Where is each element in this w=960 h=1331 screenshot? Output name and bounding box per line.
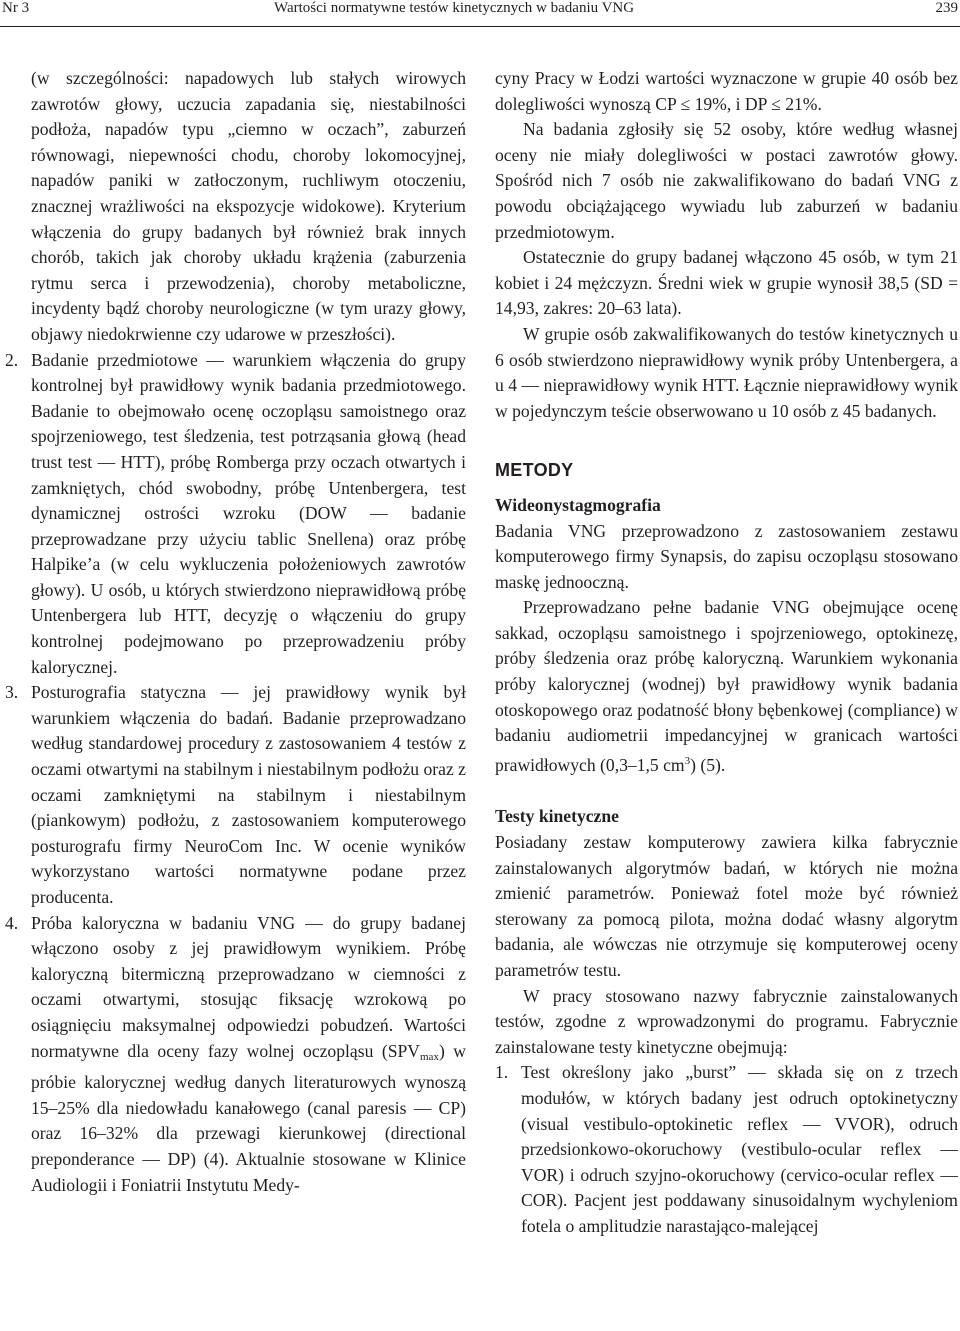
list-item-text-part: ) w próbie kalorycznej według danych literaturowych wynoszą 15–25% dla niedowładu kanałowego (canal paresis — CP) oraz 16–32% dla przewagi kierunkowej (directional preponderance — DP) (4). Aktualnie stosowane w Klinice Audiologii i Foniatrii Instytutu Medy- xyxy=(31,1040,467,1195)
header-rule xyxy=(0,26,960,27)
list-item-2 xyxy=(5,348,466,681)
running-title: Wartości normatywne testów kinetycznych w badaniu VNG xyxy=(274,0,635,16)
list-item-1 xyxy=(495,1060,958,1239)
right-column xyxy=(495,66,958,1240)
intro-paragraph: (w szczególności: napadowych lub stałych wirowych zawrotów głowy, uczucia zapadania się, niestabilności podłoża, napadów typu „ciemno w oczach”, zaburzeń równowagi, niepewności chodu, choroby lokomocyjnej, napadów paniki w zatłoczonym, ruchliwym otoczeniu, znacznej wrażliwości na ekspozycje widokowe). Kryterium włączenia do grupy badanych był również brak innych chorób, takich jak choroby układu krążenia (zaburzenia rytmu serca i przewodzenia), choroby metaboliczne, incydenty bądź choroby neurologiczne (w tym urazy głowy, objawy niedokrwienne czy udarowe w przeszłości). xyxy=(31,68,466,344)
paragraph: Posiadany zestaw komputerowy zawiera kilka fabrycznie zainstalowanych algorytmów badań, w których nie można zmienić parametrów. Ponieważ fotel może być również sterowany za pomocą pilota, można dodać własny algorytm badania, ale wówczas nie otrzymuje się komputerowej oceny parametrów testu. xyxy=(495,832,958,980)
list-number: 4. xyxy=(5,912,19,933)
page-header xyxy=(0,0,960,20)
paragraph: Badania VNG przeprowadzono z zastosowaniem zestawu komputerowego firmy Synapsis, do zapisu oczopląsu stosowano maskę jednooczną. xyxy=(495,520,958,592)
superscript: 3 xyxy=(684,754,691,767)
list-number: 1. xyxy=(495,1062,509,1083)
paragraph: W grupie osób zakwalifikowanych do testów kinetycznych u 6 osób stwierdzono nieprawidłowy wynik próby Untenbergera, a u 4 — nieprawidłowy wynik HTT. Łącznie nieprawidłowy wynik w pojedynczym teście obserwowano u 10 osób z 45 badanych. xyxy=(495,323,958,421)
list-item-text: Posturografia statyczna — jej prawidłowy wynik był warunkiem włączenia do badań. Badanie przeprowadzano według standardowej procedury z zastosowaniem 4 testów z oczami otwartymi na stabilnym i niestabilnym podłożu oraz z oczami zamkniętymi na stabilnym i niestabilnym (piankowym) podłożu, z zastosowaniem komputerowego posturografu firmy NeuroCom Inc. W ocenie wyników wykorzystano wartości normatywne podane przez producenta. xyxy=(31,682,466,907)
subsection-heading: Testy kinetyczne xyxy=(495,806,619,827)
list-item-4 xyxy=(5,911,466,1199)
list-item-text: Test określony jako „burst” — składa się on z trzech modułów, w których badany jest odruch optokinetyczny (visual vestibulo-optokinetic reflex — VVOR), odruch przedsionkowo-okoruchowy (vestibulo-ocular reflex — VOR) i odruch szyjno-okoruchowy (cervico-ocular reflex — COR). Pacjent jest poddawany sinusoidalnym wychyleniom fotela o amplitudzie narastająco-malejącej xyxy=(521,1062,958,1236)
list-item-3 xyxy=(5,680,466,910)
section-heading: METODY xyxy=(495,460,574,481)
left-column xyxy=(5,66,466,1198)
issue-number: Nr 3 xyxy=(2,0,30,16)
list-item-text-part: Próba kaloryczna w badaniu VNG — do grupy badanej włączono osoby z jej prawidłowym wynikiem. Próbę kaloryczną bitermiczną przeprowadzano w ciemności z oczami otwartymi, stosując fiksację wzrokową po osiągnięciu maksymalnej odpowiedzi pobudzeń. Wartości normatywne dla oceny fazy wolnej oczopląsu (SPV xyxy=(31,912,466,1061)
paragraph: W pracy stosowano nazwy fabrycznie zainstalowanych testów, zgodne z wprowadzonymi do programu. Fabrycznie zainstalowane testy kinetyczne obejmują: xyxy=(495,985,958,1057)
list-item-text: Badanie przedmiotowe — warunkiem włączenia do grupy kontrolnej był prawidłowy wynik badania przedmiotowego. Badanie to obejmowało ocenę oczopląsu samoistnego oraz spojrzeniowego, test śledzenia, test potrząsania głową (head trust test — HTT), próbę Romberga przy oczach otwartych i zamkniętych, chód swobodny, próbę Untenbergera, test dynamicznej ostrości wzroku (DOW — badanie przeprowadzane przy użyciu tablic Snellena) oraz próbę Halpike’a (w celu wykluczenia położeniowych zawrotów głowy). U osób, u których stwierdzono nieprawidłową próbę Untenbergera lub HTT, decyzję o włączeniu do grupy kontrolnej podejmowano po przeprowadzeniu próby kalorycznej. xyxy=(31,349,466,677)
paragraph-text: ) (5). xyxy=(690,754,726,775)
list-item-text xyxy=(31,911,466,1199)
paragraph-text: Przeprowadzano pełne badanie VNG obejmujące ocenę sakkad, oczopląsu samoistnego i spojrzeniowego, optokinezę, próby śledzenia oraz próbę kaloryczną. Warunkiem wykonania próby kalorycznej (wodnej) był prawidłowy wynik badania otoskopowego oraz podatność błony bębenkowej (compliance) w badaniu audiometrii impedancyjnej w granicach wartości prawidłowych (0,3–1,5 cm xyxy=(495,597,958,775)
paragraph: Ostatecznie do grupy badanej włączono 45 osób, w tym 21 kobiet i 24 mężczyzn. Średni wiek w grupie wynosił 38,5 (SD = 14,93, zakres: 20–63 lata). xyxy=(495,247,958,319)
page-number: 239 xyxy=(935,0,958,16)
list-number: 3. xyxy=(5,682,19,703)
subsection-heading: Wideonystagmografia xyxy=(495,494,661,515)
subscript: max xyxy=(420,1050,439,1063)
list-number: 2. xyxy=(5,349,19,370)
paragraph: Na badania zgłosiły się 52 osoby, które według własnej oceny nie miały dolegliwości w postaci zawrotów głowy. Spośród nich 7 osób nie zakwalifikowano do badań VNG z powodu obciążającego wywiadu lub zaburzeń w badaniu przedmiotowym. xyxy=(495,119,958,242)
paragraph xyxy=(495,595,958,778)
paragraph: cyny Pracy w Łodzi wartości wyznaczone w grupie 40 osób bez dolegliwości wynoszą CP ≤ 19%, i DP ≤ 21%. xyxy=(495,68,958,114)
